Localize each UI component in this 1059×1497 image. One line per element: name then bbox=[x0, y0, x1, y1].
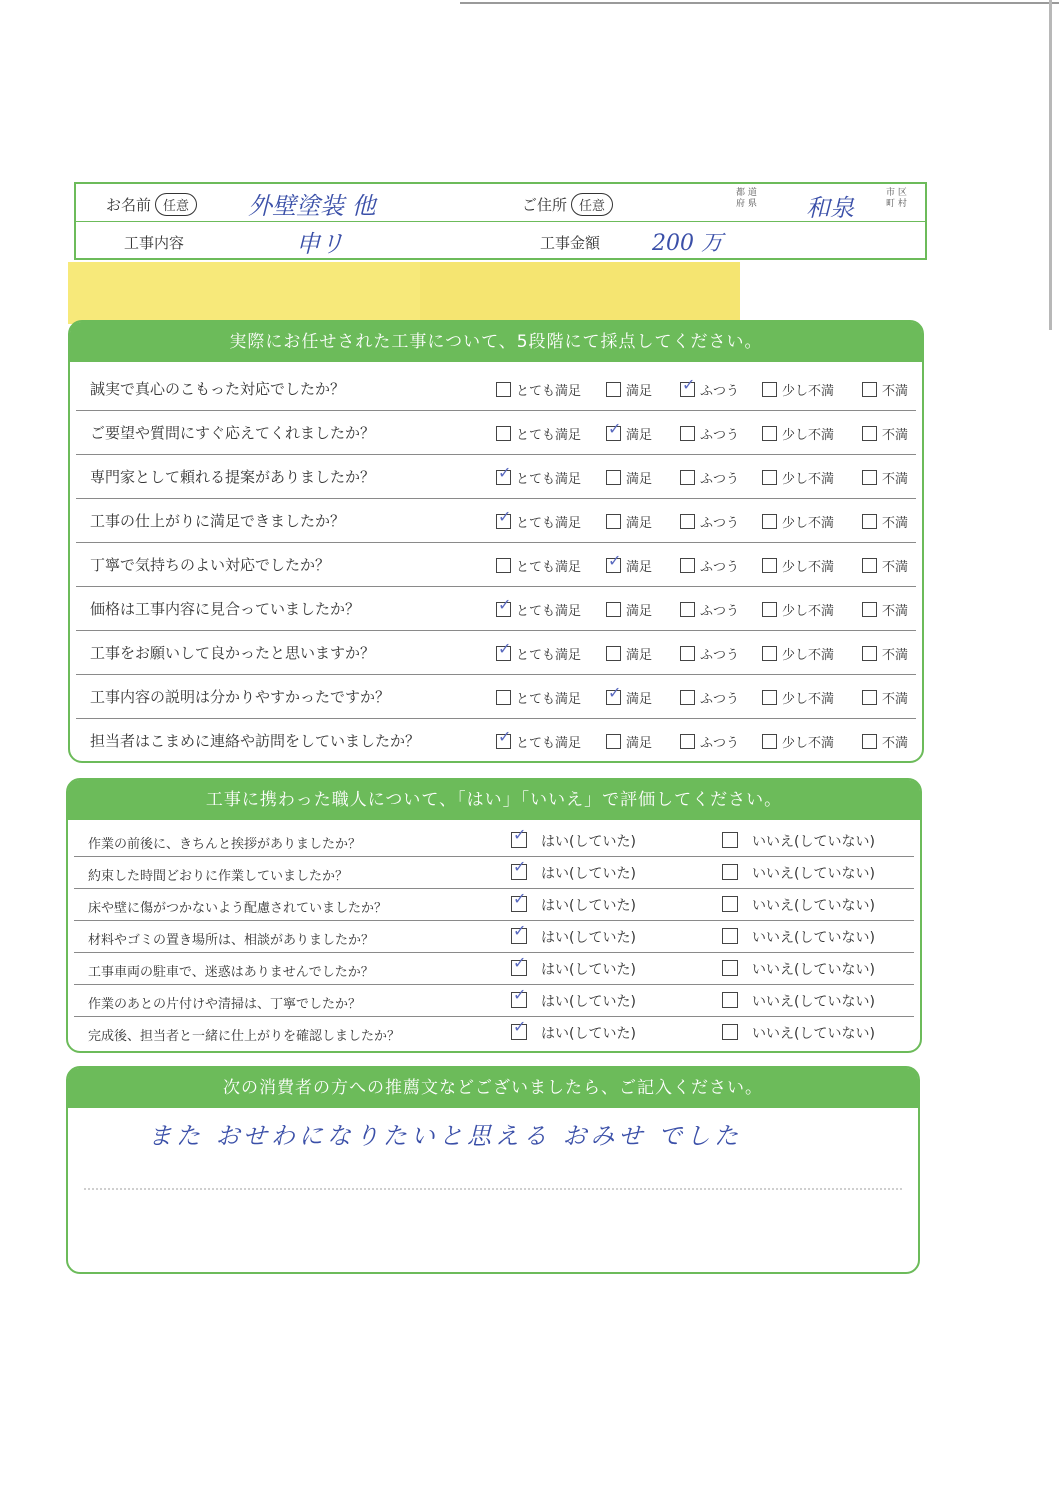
checked-checkbox-icon[interactable] bbox=[511, 960, 527, 976]
name-handwritten: 外壁塗装 他 bbox=[248, 192, 376, 220]
checked-checkbox-icon[interactable] bbox=[511, 1024, 527, 1040]
checkbox-icon[interactable] bbox=[762, 558, 777, 573]
rating-option-label: 少し不満 bbox=[782, 648, 835, 663]
rating-row bbox=[76, 454, 916, 499]
rating-option[interactable] bbox=[862, 644, 908, 663]
yes-no-row bbox=[74, 920, 914, 953]
checkbox-icon[interactable] bbox=[862, 514, 877, 529]
checkbox-icon[interactable] bbox=[496, 558, 511, 573]
checkbox-icon[interactable] bbox=[722, 960, 738, 976]
checkbox-icon[interactable] bbox=[862, 558, 877, 573]
checked-checkbox-icon[interactable] bbox=[511, 928, 527, 944]
rating-row bbox=[76, 718, 916, 762]
checkbox-icon[interactable] bbox=[762, 426, 777, 441]
craftsman-section-title: 工事に携わった職人について、「はい」「いいえ」で評価してください。 bbox=[68, 780, 920, 820]
checkbox-icon[interactable] bbox=[680, 558, 695, 573]
rating-question: 専門家として頼れる提案がありましたか？ bbox=[90, 468, 376, 486]
checkbox-icon[interactable] bbox=[606, 382, 621, 397]
name-label-text: お名前 bbox=[106, 196, 152, 214]
city-label-line1: 市 区 bbox=[886, 188, 907, 198]
work-handwritten: 申リ bbox=[296, 230, 344, 258]
checkbox-icon[interactable] bbox=[680, 646, 695, 661]
yes-no-question: 完成後、担当者と一緒に仕上がりを確認しましたか？ bbox=[88, 1029, 401, 1044]
rating-option-label: ふつう bbox=[700, 384, 740, 399]
recommendation-handwritten: また おせわになりたいと思える おみせ でした bbox=[148, 1122, 743, 1150]
yes-option[interactable] bbox=[511, 991, 636, 1011]
rating-option[interactable] bbox=[680, 424, 739, 443]
rating-option-label: ふつう bbox=[700, 648, 740, 663]
rating-option[interactable] bbox=[496, 424, 581, 443]
rating-option[interactable] bbox=[496, 688, 581, 707]
no-label: いいえ(していない) bbox=[752, 994, 875, 1010]
rating-option[interactable] bbox=[606, 380, 652, 399]
checkbox-icon[interactable] bbox=[680, 514, 695, 529]
rating-option[interactable] bbox=[680, 556, 739, 575]
rating-option[interactable] bbox=[762, 468, 834, 487]
rating-option[interactable] bbox=[496, 732, 581, 751]
rating-option-label: 不満 bbox=[882, 384, 909, 399]
rating-option[interactable] bbox=[862, 600, 908, 619]
rating-option[interactable] bbox=[762, 380, 834, 399]
amount-label: 工事金額 bbox=[540, 234, 601, 252]
rating-option[interactable] bbox=[762, 600, 834, 619]
rating-question: 担当者はこまめに連絡や訪問をしていましたか？ bbox=[90, 732, 421, 750]
rating-question: 丁寧で気持ちのよい対応でしたか？ bbox=[90, 556, 331, 574]
checkbox-icon[interactable] bbox=[862, 382, 877, 397]
rating-question: 誠実で真心のこもった対応でしたか？ bbox=[90, 380, 346, 398]
checked-checkbox-icon[interactable] bbox=[496, 470, 511, 485]
rating-option-label: とても満足 bbox=[516, 604, 582, 619]
checked-checkbox-icon[interactable] bbox=[496, 646, 511, 661]
checkbox-icon[interactable] bbox=[862, 602, 877, 617]
recommendation-section-title: 次の消費者の方への推薦文などございましたら、ご記入ください。 bbox=[68, 1068, 918, 1108]
rating-option-label: 不満 bbox=[882, 604, 909, 619]
rating-option-label: 少し不満 bbox=[782, 384, 835, 399]
rating-row bbox=[76, 630, 916, 675]
checkbox-icon[interactable] bbox=[762, 602, 777, 617]
rating-option-label: 不満 bbox=[882, 692, 909, 707]
no-option[interactable] bbox=[722, 991, 875, 1011]
yes-label: はい(していた) bbox=[541, 834, 636, 850]
rating-question: 価格は工事内容に見合っていましたか？ bbox=[90, 600, 361, 618]
checkbox-icon[interactable] bbox=[862, 470, 877, 485]
rating-option[interactable] bbox=[762, 512, 834, 531]
checkbox-icon[interactable] bbox=[680, 690, 695, 705]
checked-checkbox-icon[interactable] bbox=[511, 864, 527, 880]
rating-option-label: とても満足 bbox=[516, 516, 582, 531]
rating-option[interactable] bbox=[862, 468, 908, 487]
rating-option[interactable] bbox=[862, 512, 908, 531]
rating-option[interactable] bbox=[606, 512, 652, 531]
yes-no-row bbox=[74, 888, 914, 921]
prefecture-label bbox=[736, 188, 757, 210]
no-option[interactable] bbox=[722, 831, 875, 851]
checked-checkbox-icon[interactable] bbox=[680, 382, 695, 397]
checkbox-icon[interactable] bbox=[606, 514, 621, 529]
city-type-label bbox=[886, 188, 907, 210]
checkbox-icon[interactable] bbox=[722, 1024, 738, 1040]
rating-option[interactable] bbox=[680, 380, 739, 399]
rating-option-label: 不満 bbox=[882, 472, 909, 487]
checked-checkbox-icon[interactable] bbox=[606, 558, 621, 573]
rating-option-label: ふつう bbox=[700, 472, 740, 487]
checked-checkbox-icon[interactable] bbox=[606, 426, 621, 441]
rating-option[interactable] bbox=[862, 424, 908, 443]
customer-info-table bbox=[74, 182, 927, 260]
rating-row bbox=[76, 498, 916, 543]
rating-option[interactable] bbox=[680, 600, 739, 619]
satisfaction-section-title: 実際にお任せされた工事について、5段階にて採点してください。 bbox=[70, 322, 922, 362]
rating-option[interactable] bbox=[606, 468, 652, 487]
rating-option[interactable] bbox=[680, 688, 739, 707]
checkbox-icon[interactable] bbox=[496, 690, 511, 705]
checkbox-icon[interactable] bbox=[762, 514, 777, 529]
address-label bbox=[522, 193, 613, 216]
yes-no-question: 床や壁に傷がつかないよう配慮されていましたか？ bbox=[88, 901, 388, 916]
no-label: いいえ(していない) bbox=[752, 962, 875, 978]
yes-label: はい(していた) bbox=[541, 994, 636, 1010]
checkbox-icon[interactable] bbox=[606, 602, 621, 617]
rating-option-label: ふつう bbox=[700, 428, 740, 443]
rating-option-label: 満足 bbox=[626, 472, 653, 487]
no-option[interactable] bbox=[722, 959, 875, 979]
rating-option[interactable] bbox=[862, 732, 908, 751]
yes-label: はい(していた) bbox=[541, 930, 636, 946]
rating-option-label: 不満 bbox=[882, 428, 909, 443]
yes-option[interactable] bbox=[511, 831, 636, 851]
rating-option[interactable] bbox=[606, 732, 652, 751]
checkbox-icon[interactable] bbox=[862, 690, 877, 705]
rating-option[interactable] bbox=[606, 556, 652, 575]
rating-option-label: とても満足 bbox=[516, 472, 582, 487]
yes-label: はい(していた) bbox=[541, 898, 636, 914]
rating-option-label: とても満足 bbox=[516, 428, 582, 443]
writing-line bbox=[84, 1188, 902, 1190]
rating-option-label: 不満 bbox=[882, 736, 909, 751]
yes-label: はい(していた) bbox=[541, 962, 636, 978]
rating-option-label: 満足 bbox=[626, 692, 653, 707]
checked-checkbox-icon[interactable] bbox=[496, 734, 511, 749]
checkbox-icon[interactable] bbox=[762, 470, 777, 485]
rating-row bbox=[76, 586, 916, 631]
rating-option-label: ふつう bbox=[700, 736, 740, 751]
rating-option-label: 満足 bbox=[626, 516, 653, 531]
amount-handwritten: 200 万 bbox=[652, 231, 723, 256]
checkbox-icon[interactable] bbox=[496, 382, 511, 397]
yes-label: はい(していた) bbox=[541, 1026, 636, 1042]
yes-no-row bbox=[74, 984, 914, 1017]
checked-checkbox-icon[interactable] bbox=[496, 514, 511, 529]
rating-option-label: 少し不満 bbox=[782, 560, 835, 575]
rating-option[interactable] bbox=[680, 732, 739, 751]
no-option[interactable] bbox=[722, 927, 875, 947]
city-label-line2: 町 村 bbox=[886, 199, 907, 209]
rating-option[interactable] bbox=[762, 644, 834, 663]
checkbox-icon[interactable] bbox=[722, 928, 738, 944]
info-row-name bbox=[76, 184, 925, 222]
rating-option[interactable] bbox=[496, 644, 581, 663]
rating-question: ご要望や質問にすぐ応えてくれましたか？ bbox=[90, 424, 376, 442]
rating-option-label: ふつう bbox=[700, 604, 740, 619]
yes-option[interactable] bbox=[511, 895, 636, 915]
no-option[interactable] bbox=[722, 895, 875, 915]
rating-option-label: 不満 bbox=[882, 648, 909, 663]
yes-no-row bbox=[74, 952, 914, 985]
yes-no-question: 約束した時間どおりに作業していましたか？ bbox=[88, 869, 349, 884]
yes-no-question: 作業のあとの片付けや清掃は、丁寧でしたか？ bbox=[88, 997, 362, 1012]
rating-option-label: ふつう bbox=[700, 560, 740, 575]
yes-option[interactable] bbox=[511, 927, 636, 947]
checked-checkbox-icon[interactable] bbox=[511, 896, 527, 912]
checkbox-icon[interactable] bbox=[606, 646, 621, 661]
rating-option-label: 満足 bbox=[626, 560, 653, 575]
checkbox-icon[interactable] bbox=[606, 470, 621, 485]
rating-option[interactable] bbox=[762, 556, 834, 575]
satisfaction-section bbox=[68, 320, 924, 763]
rating-question: 工事をお願いして良かったと思いますか？ bbox=[90, 644, 376, 662]
pref-label-line2: 府 県 bbox=[736, 199, 757, 209]
redaction-highlight bbox=[420, 262, 740, 324]
scan-edge-line bbox=[460, 2, 1059, 4]
checkbox-icon[interactable] bbox=[762, 382, 777, 397]
checkbox-icon[interactable] bbox=[680, 602, 695, 617]
checkbox-icon[interactable] bbox=[762, 690, 777, 705]
yes-no-row bbox=[74, 1016, 914, 1048]
rating-option-label: とても満足 bbox=[516, 560, 582, 575]
rating-option-label: ふつう bbox=[700, 692, 740, 707]
checkbox-icon[interactable] bbox=[762, 734, 777, 749]
checkbox-icon[interactable] bbox=[722, 864, 738, 880]
rating-option-label: とても満足 bbox=[516, 384, 582, 399]
rating-row bbox=[76, 542, 916, 587]
rating-option-label: 少し不満 bbox=[782, 516, 835, 531]
checkbox-icon[interactable] bbox=[722, 992, 738, 1008]
yes-no-question: 作業の前後に、きちんと挨拶がありましたか？ bbox=[88, 837, 362, 852]
no-label: いいえ(していない) bbox=[752, 930, 875, 946]
checkbox-icon[interactable] bbox=[680, 426, 695, 441]
checkbox-icon[interactable] bbox=[680, 734, 695, 749]
rating-option-label: 満足 bbox=[626, 384, 653, 399]
rating-option[interactable] bbox=[496, 600, 581, 619]
rating-option-label: 満足 bbox=[626, 428, 653, 443]
rating-option-label: 少し不満 bbox=[782, 428, 835, 443]
no-option[interactable] bbox=[722, 1023, 875, 1043]
optional-badge: 任意 bbox=[571, 193, 613, 216]
rating-option-label: 満足 bbox=[626, 736, 653, 751]
rating-option[interactable] bbox=[496, 468, 581, 487]
yes-no-row bbox=[74, 824, 914, 857]
checkbox-icon[interactable] bbox=[496, 426, 511, 441]
rating-option[interactable] bbox=[606, 600, 652, 619]
checkbox-icon[interactable] bbox=[680, 470, 695, 485]
rating-option[interactable] bbox=[606, 644, 652, 663]
checkbox-icon[interactable] bbox=[606, 734, 621, 749]
work-label: 工事内容 bbox=[124, 234, 185, 252]
yes-option[interactable] bbox=[511, 959, 636, 979]
name-label bbox=[106, 193, 197, 216]
yes-no-question: 材料やゴミの置き場所は、相談がありましたか？ bbox=[88, 933, 375, 948]
city-handwritten: 和泉 bbox=[806, 194, 854, 222]
no-label: いいえ(していない) bbox=[752, 898, 875, 914]
rating-row bbox=[76, 410, 916, 455]
rating-option-label: ふつう bbox=[700, 516, 740, 531]
scan-edge-line bbox=[1049, 0, 1052, 330]
rating-question: 工事内容の説明は分かりやすかったですか？ bbox=[90, 688, 391, 706]
rating-option-label: とても満足 bbox=[516, 736, 582, 751]
rating-option[interactable] bbox=[862, 556, 908, 575]
rating-row bbox=[76, 366, 916, 411]
checked-checkbox-icon[interactable] bbox=[606, 690, 621, 705]
address-label-text: ご住所 bbox=[522, 196, 568, 214]
rating-option-label: とても満足 bbox=[516, 648, 582, 663]
rating-option[interactable] bbox=[496, 380, 581, 399]
rating-option-label: 不満 bbox=[882, 560, 909, 575]
no-option[interactable] bbox=[722, 863, 875, 883]
yes-no-row bbox=[74, 856, 914, 889]
rating-row bbox=[76, 674, 916, 719]
rating-option[interactable] bbox=[762, 732, 834, 751]
checkbox-icon[interactable] bbox=[862, 426, 877, 441]
no-label: いいえ(していない) bbox=[752, 1026, 875, 1042]
pref-label-line1: 都 道 bbox=[736, 188, 757, 198]
yes-no-question: 工事車両の駐車で、迷惑はありませんでしたか？ bbox=[88, 965, 374, 980]
rating-option-label: 少し不満 bbox=[782, 472, 835, 487]
rating-option-label: とても満足 bbox=[516, 692, 582, 707]
rating-option[interactable] bbox=[862, 380, 908, 399]
no-label: いいえ(していない) bbox=[752, 834, 875, 850]
craftsman-section bbox=[66, 778, 922, 1053]
info-row-work bbox=[76, 222, 925, 259]
checkbox-icon[interactable] bbox=[722, 896, 738, 912]
recommendation-section bbox=[66, 1066, 920, 1274]
no-label: いいえ(していない) bbox=[752, 866, 875, 882]
rating-option[interactable] bbox=[680, 644, 739, 663]
rating-option-label: 満足 bbox=[626, 604, 653, 619]
checked-checkbox-icon[interactable] bbox=[511, 832, 527, 848]
checked-checkbox-icon[interactable] bbox=[496, 602, 511, 617]
rating-option-label: 少し不満 bbox=[782, 604, 835, 619]
checked-checkbox-icon[interactable] bbox=[511, 992, 527, 1008]
yes-label: はい(していた) bbox=[541, 866, 636, 882]
rating-option[interactable] bbox=[862, 688, 908, 707]
checkbox-icon[interactable] bbox=[862, 646, 877, 661]
rating-option[interactable] bbox=[680, 468, 739, 487]
yes-option[interactable] bbox=[511, 1023, 636, 1043]
yes-option[interactable] bbox=[511, 863, 636, 883]
rating-option-label: 満足 bbox=[626, 648, 653, 663]
rating-option[interactable] bbox=[762, 688, 834, 707]
rating-option[interactable] bbox=[762, 424, 834, 443]
rating-option[interactable] bbox=[680, 512, 739, 531]
optional-badge: 任意 bbox=[155, 193, 197, 216]
rating-option[interactable] bbox=[606, 424, 652, 443]
rating-option-label: 不満 bbox=[882, 516, 909, 531]
rating-option-label: 少し不満 bbox=[782, 736, 835, 751]
checkbox-icon[interactable] bbox=[862, 734, 877, 749]
rating-option[interactable] bbox=[496, 556, 581, 575]
rating-option[interactable] bbox=[496, 512, 581, 531]
rating-option-label: 少し不満 bbox=[782, 692, 835, 707]
rating-option[interactable] bbox=[606, 688, 652, 707]
checkbox-icon[interactable] bbox=[722, 832, 738, 848]
rating-question: 工事の仕上がりに満足できましたか？ bbox=[90, 512, 346, 530]
checkbox-icon[interactable] bbox=[762, 646, 777, 661]
